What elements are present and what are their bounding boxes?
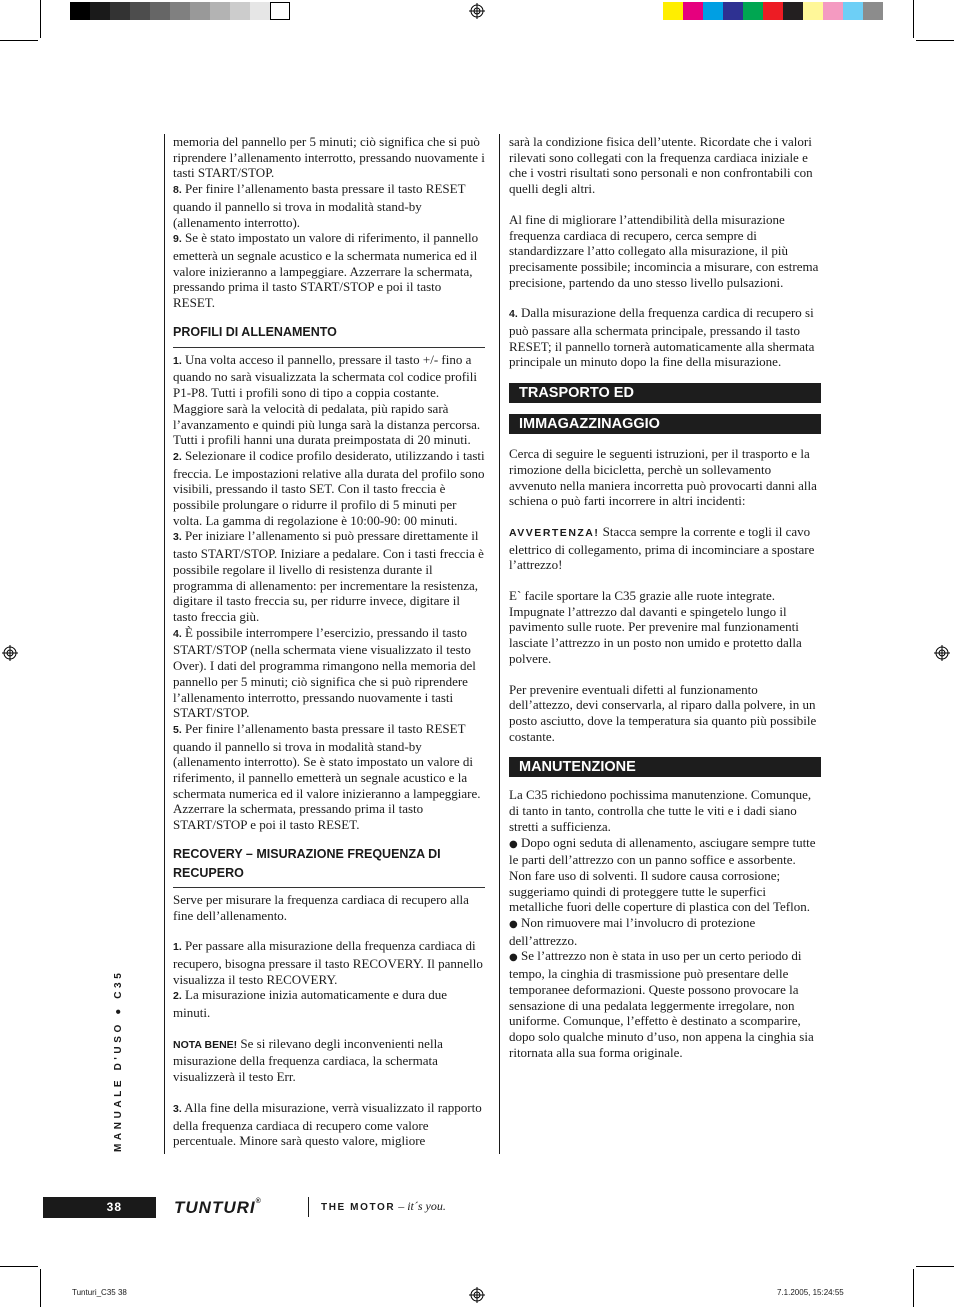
crop-mark: [40, 1269, 41, 1307]
bullet-item: ● Non rimuovere mai l’involucro di protezione dell’attrezzo.: [509, 915, 756, 948]
crop-mark: [916, 1266, 954, 1267]
crop-mark: [913, 1269, 914, 1307]
paragraph: Per prevenire eventuali difetti al funzionamento dell’attezzo, devi conservarla, al riparo dalla polvere, in un posto asciutto, dove la temperatura sia quanto più possibile costante.: [509, 681, 817, 744]
crop-mark: [916, 40, 954, 41]
color-swatch: [70, 2, 90, 20]
color-swatch: [663, 2, 683, 20]
color-swatch: [270, 2, 290, 20]
color-swatch: [743, 2, 763, 20]
page-number: 38: [106, 1200, 122, 1214]
section-heading-transport: TRASPORTO ED: [509, 383, 821, 403]
color-swatch: [683, 2, 703, 20]
list-item: 8. Per finire l’allenamento basta pressare il tasto RESET quando il pannello si trova in modalità stand-by (allenamento interrotto).: [173, 181, 466, 230]
side-label: MANUALE D'USO ● C35: [113, 969, 124, 1152]
paragraph: sarà la condizione fisica dell’utente. Ricordate che i valori rilevati sono collegati con la frequenza cardiaca iniziale e che i vostri risultati sono personali e non confrontabili con quelli degli altri.: [509, 134, 813, 197]
list-item: 1. Una volta acceso il pannello, pressare il tasto +/- fino a quando no sarà visualizzata la schermata col codice profili P1-P8. Tutti i profili sono di tipo a coppia costante. Maggiore sarà la velocità di pedalata, più rapido sarà l’avanzamento e quindi più lunga sarà la distanza percorsa. Tutti i profili hanni una durata preimpostata di 20 minuti.: [173, 351, 481, 448]
footer-divider: [308, 1197, 309, 1217]
list-item: 4. Dalla misurazione della frequenza cardica di recupero si può passare alla schermata principale, pressando il tasto RESET; il pannello tornerà automaticamente alla shermata principale un minuto dopo la fine della misurazione.: [509, 305, 815, 370]
color-swatch: [823, 2, 843, 20]
list-item: 2. Selezionare il codice profilo desiderato, utilizzando i tasti freccia. Le impostazioni relative alla durata del profilo sono visibili, pressando il tasto SET. Con il tasto freccia è possibile prolungare o ridurre il profilo di 5 minuti per volta. La gamma di regolazione è 10:00-90: 00 minuti.: [173, 447, 485, 528]
color-swatch: [763, 2, 783, 20]
grayscale-bar: [70, 2, 290, 20]
list-item: 5. Per finire l’allenamento basta pressare il tasto RESET quando il pannello si trova in modalità stand-by (allenamento interrotto). Se è stato impostato un valore di riferimento, il pannello emetterà un segnale acustico e la schermata numerica ed il valore inizieranno a lampeggiare. Azzerrare la schermata, pressando prima il tasto START/STOP e poi il tasto RESET.: [173, 720, 481, 833]
section-heading-storage: IMMAGAZZINAGGIO: [509, 414, 821, 434]
bullet-icon: ●: [509, 952, 518, 964]
right-column: [509, 134, 821, 1060]
column-rule-left: [164, 134, 165, 1154]
list-item: 3. Per iniziare l’allenamento si può pressare direttamente il tasto START/STOP. Iniziare a pedalare. Con i tasti freccia è possibile regolare il livello di resistenza durante il programma di allenamento: per incrementare la resistenza, digitare il tasto freccia su, per ridurre invece, digitare il tasto freccia giù.: [173, 528, 484, 624]
crop-mark: [0, 1266, 38, 1267]
motto: THE MOTOR – it´s you.: [321, 1199, 446, 1213]
list-item: 2. La misurazione inizia automaticamente e dura due minuti.: [173, 987, 448, 1021]
color-swatch: [190, 2, 210, 20]
color-swatch: [723, 2, 743, 20]
color-swatch: [863, 2, 883, 20]
paragraph: memoria del pannello per 5 minuti; ciò significa che si può riprendere l’allenamento interrotto, pressando nuovamente i tasti START/STOP.: [173, 134, 485, 181]
color-swatch: [130, 2, 150, 20]
note: NOTA BENE! Se si rilevano degli inconvenienti nella misurazione della frequenza cardiaca, la schermata visualizzerà il testo Err.: [173, 1035, 443, 1085]
list-item: 9. Se è stato impostato un valore di riferimento, il pannello emetterà un segnale acustico e la schermata numerica ed il valore inizieranno a lampeggiare. Azzerrare la schermata, pressando prima il tasto START/STOP e poi il tasto RESET.: [173, 230, 479, 311]
color-swatch: [803, 2, 823, 20]
warning: AVVERTENZA! Stacca sempre la corrente e togli il cavo elettrico di collegamento, prima di incominciare a spostare l’attrezzo!: [509, 523, 815, 573]
paragraph: E` facile sportare la C35 grazie alle ruote integrate. Impugnate l’attrezzo dal davanti e spingetelo lungo il pavimento sulle ruote. Per prevenire mal funzionamenti lasciate l’attrezzo in un posto non umido e protetto dalla polvere.: [509, 588, 802, 666]
paragraph: La C35 richiedono pochissima manutenzione. Comunque, di tanto in tanto, controlla che tutte le viti e i dadi siano stretti a sufficienza.: [509, 787, 812, 834]
paragraph: Cerca di seguire le seguenti istruzioni, per il trasporto e la rimozione della bicicletta, perchè un sollevamento avvenuto nella maniera incorretta può provocarti danni alla schiena o può farti incorrere in altri incidenti:: [509, 446, 817, 509]
bullet-item: ● Dopo ogni seduta di allenamento, asciugare sempre tutte le parti dell’attrezzo con un panno soffice e assorbente. Non fare uso di solventi. Il sudore causa corrosione; suggeriamo quindi di proteggere tutte le superfici metalliche fuori delle coperture di plastica con del Teflon.: [509, 834, 816, 915]
registration-mark-icon: [469, 3, 485, 19]
registration-mark-icon: [469, 1287, 485, 1303]
brand-logo: TUNTURI®: [174, 1198, 262, 1217]
color-swatch: [150, 2, 170, 20]
color-swatch: [110, 2, 130, 20]
crop-mark: [0, 40, 38, 41]
list-item: 3. Alla fine della misurazione, verrà visualizzato il rapporto della frequenza cardiaca di recupero come valore percentuale. Minore sarà questo valore, migliore: [173, 1099, 482, 1149]
bullet-icon: ●: [509, 919, 518, 931]
left-column: [173, 134, 485, 1149]
registration-mark-icon: [2, 645, 18, 661]
color-swatch: [170, 2, 190, 20]
color-swatch: [210, 2, 230, 20]
paragraph: Serve per misurare la frequenza cardiaca di recupero alla fine dell’allenamento.: [173, 891, 469, 923]
list-item: 4. È possibile interrompere l’esercizio, pressando il tasto START/STOP (nella schermata viene visualizzato il testo Over). I dati del programma rimangono nella memoria del pannello per 5 minuti; ciò significa che si può riprendere l’allenamento interrotto, pressando nuovamente i tasti START/STOP.: [173, 624, 476, 721]
crop-mark: [40, 0, 41, 38]
section-heading: RECOVERY – MISURAZIONE FREQUENZA DI RECUPERO: [173, 846, 441, 880]
crop-mark: [913, 0, 914, 38]
bullet-item: ● Se l’attrezzo non è stata in uso per un certo periodo di tempo, la cinghia di trasmissione può presentare delle temporanee deformazioni. Queste possono provocare la sensazione di una pedalata leggermente irregolare, non uniforme. Comunque, l’effetto è destinato a scomparire, dopo solo qualche minuto d’uso, non appena la cinghia sia ritornata alla sua forma originale.: [509, 948, 814, 1060]
bullet-icon: ●: [509, 838, 518, 850]
column-rule-middle: [499, 134, 500, 1154]
timestamp: 7.1.2005, 15:24:55: [777, 1288, 844, 1297]
file-info: Tunturi_C35 38: [72, 1288, 127, 1297]
heading-rule: [173, 347, 485, 348]
color-swatch: [783, 2, 803, 20]
paragraph: Al fine di migliorare l’attendibilità della misurazione frequenza cardiaca di recupero, cerca sempre di standardizzare l’atto collegato alla misurazione, il più precisamente possibile; incomincia a misurare, con estrema precisione, partendo da uno stesso livello pulsazioni.: [509, 211, 819, 290]
color-swatch: [250, 2, 270, 20]
color-swatch: [843, 2, 863, 20]
color-bar: [663, 2, 883, 20]
heading-rule: [173, 887, 485, 888]
section-heading-maintenance: MANUTENZIONE: [509, 757, 821, 777]
registration-mark-icon: [934, 645, 950, 661]
color-swatch: [703, 2, 723, 20]
page-number-box: [43, 1197, 156, 1218]
section-heading: PROFILI DI ALLENAMENTO: [173, 324, 337, 339]
list-item: 1. Per passare alla misurazione della frequenza cardiaca di recupero, bisogna pressare il tasto RECOVERY. Il pannello visualizza il testo RECOVERY.: [173, 938, 483, 987]
color-swatch: [90, 2, 110, 20]
color-swatch: [230, 2, 250, 20]
